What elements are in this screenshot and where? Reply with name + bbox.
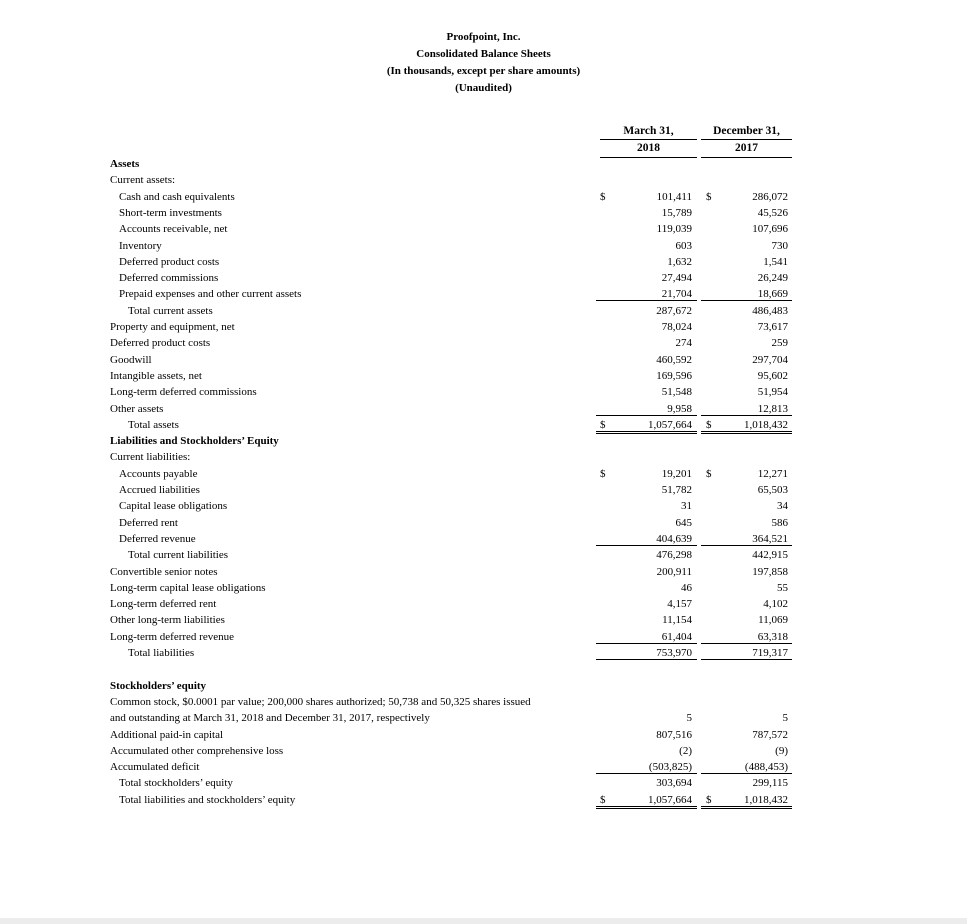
table-row	[0, 515, 967, 531]
row-label: Intangible assets, net	[110, 369, 202, 382]
column-header-march-2018	[600, 124, 697, 158]
value-december-2017: 45,526	[757, 206, 788, 219]
value-march-2018: 11,154	[662, 614, 692, 627]
single-underline	[701, 773, 792, 774]
row-label: Current assets:	[110, 174, 176, 187]
value-march-2018: 15,789	[661, 206, 692, 219]
row-label: Deferred product costs	[119, 255, 220, 268]
row-label: Accrued liabilities	[119, 484, 200, 496]
value-december-2017: 107,696	[752, 223, 788, 236]
value-march-2018: 287,672	[656, 304, 692, 317]
row-label: Other long-term liabilities	[110, 614, 225, 627]
column-header-line2: 2018	[600, 140, 697, 158]
value-march-2018: 274	[675, 337, 692, 350]
row-label: Deferred product costs	[110, 337, 211, 350]
value-march-2018: 200,911	[656, 565, 692, 578]
value-march-2018: 807,516	[656, 728, 692, 741]
value-december-2017: (488,453)	[744, 761, 788, 774]
table-row	[0, 352, 967, 368]
table-row	[0, 596, 967, 612]
table-row	[0, 205, 967, 221]
table-row	[0, 238, 967, 254]
value-december-2017: 299,115	[752, 777, 788, 790]
row-label: Accumulated deficit	[110, 761, 200, 774]
table-row	[0, 629, 967, 645]
single-underline	[596, 415, 697, 416]
value-march-2018: 1,057,664	[648, 793, 692, 806]
value-december-2017: 63,318	[757, 630, 788, 643]
value-march-2018: 78,024	[661, 321, 692, 333]
row-label: Deferred revenue	[119, 532, 196, 545]
currency-symbol: $	[706, 793, 712, 806]
report-header	[0, 29, 967, 97]
column-header-december-2017	[701, 124, 792, 158]
value-march-2018: 51,782	[661, 484, 692, 496]
table-row	[0, 694, 967, 710]
row-label: Convertible senior notes	[110, 565, 218, 578]
table-row	[0, 612, 967, 628]
value-march-2018: 21,704	[661, 288, 692, 301]
row-label: Accounts receivable, net	[119, 223, 228, 236]
value-march-2018: (503,825)	[648, 761, 692, 774]
table-row	[0, 449, 967, 465]
value-december-2017: 442,915	[752, 549, 788, 562]
single-underline	[701, 545, 792, 546]
value-march-2018: 303,694	[656, 777, 692, 790]
value-december-2017: 12,271	[757, 467, 788, 480]
value-december-2017: 55	[777, 581, 788, 594]
row-label: Liabilities and Stockholders’ Equity	[110, 435, 279, 448]
table-row	[0, 661, 967, 677]
row-label: Accounts payable	[119, 467, 198, 480]
value-march-2018: 5	[686, 712, 692, 725]
value-march-2018: 603	[675, 239, 692, 252]
row-label: Goodwill	[110, 353, 152, 366]
value-december-2017: 11,069	[758, 614, 788, 627]
value-december-2017: 787,572	[752, 728, 788, 741]
row-label: Accumulated other comprehensive loss	[110, 744, 284, 757]
column-header-line1: December 31,	[701, 124, 792, 140]
value-march-2018: 9,958	[667, 402, 692, 415]
value-march-2018: 645	[675, 516, 692, 529]
value-march-2018: 753,970	[656, 647, 692, 659]
value-march-2018: 1,057,664	[648, 418, 692, 431]
table-row	[0, 792, 967, 808]
single-underline	[701, 300, 792, 301]
column-header-line2: 2017	[701, 140, 792, 158]
single-underline	[596, 773, 697, 774]
value-december-2017: 486,483	[752, 304, 788, 317]
single-underline	[701, 659, 792, 660]
bottom-scroll-area	[0, 918, 967, 924]
row-label: Other assets	[110, 402, 164, 415]
double-underline	[701, 806, 792, 809]
table-row	[0, 303, 967, 319]
single-underline	[596, 643, 697, 644]
value-march-2018: 101,411	[656, 190, 692, 203]
row-label: Prepaid expenses and other current assets	[119, 288, 302, 301]
table-row	[0, 368, 967, 384]
row-label: and outstanding at March 31, 2018 and December 31, 2017, respectively	[110, 712, 430, 725]
row-label: Cash and cash equivalents	[119, 190, 235, 203]
currency-symbol: $	[600, 793, 606, 806]
table-row	[0, 466, 967, 482]
value-december-2017: 4,102	[763, 598, 788, 611]
table-row	[0, 189, 967, 205]
row-label: Long-term deferred revenue	[110, 630, 234, 643]
row-label: Deferred commissions	[119, 272, 219, 285]
table-row	[0, 335, 967, 351]
value-march-2018: 27,494	[661, 272, 692, 285]
single-underline	[596, 300, 697, 301]
value-march-2018: 1,632	[667, 255, 692, 268]
value-march-2018: 169,596	[656, 369, 692, 382]
table-row	[0, 482, 967, 498]
value-december-2017: 364,521	[752, 532, 788, 545]
table-row	[0, 678, 967, 694]
value-december-2017: 259	[771, 337, 788, 350]
currency-symbol: $	[706, 190, 712, 203]
row-label: Current liabilities:	[110, 451, 191, 464]
value-december-2017: (9)	[775, 744, 788, 757]
table-row	[0, 645, 967, 661]
row-label: Stockholders’ equity	[110, 679, 207, 692]
currency-symbol: $	[600, 467, 606, 480]
value-december-2017: 730	[771, 239, 788, 252]
table-row	[0, 417, 967, 433]
value-december-2017: 95,602	[757, 369, 788, 382]
row-label: Assets	[110, 158, 140, 170]
row-label: Common stock, $0.0001 par value; 200,000 shares authorized; 50,738 and 50,325 shares issued	[110, 695, 531, 708]
value-march-2018: 46	[681, 581, 692, 594]
table-row	[0, 564, 967, 580]
row-label: Long-term deferred commissions	[110, 386, 257, 399]
currency-symbol: $	[600, 190, 606, 203]
table-row	[0, 254, 967, 270]
table-row	[0, 286, 967, 302]
value-december-2017: 1,018,432	[744, 418, 788, 431]
row-label: Property and equipment, net	[110, 321, 235, 333]
table-row	[0, 743, 967, 759]
table-row	[0, 172, 967, 188]
currency-symbol: $	[706, 418, 712, 431]
single-underline	[701, 643, 792, 644]
value-december-2017: 26,249	[757, 272, 788, 285]
row-label: Capital lease obligations	[119, 500, 228, 513]
row-label: Total current assets	[128, 304, 213, 317]
currency-symbol: $	[600, 418, 606, 431]
value-march-2018: 476,298	[656, 549, 692, 562]
table-row	[0, 727, 967, 743]
single-underline	[596, 659, 697, 660]
single-underline	[701, 415, 792, 416]
table-row	[0, 319, 967, 335]
value-december-2017: 73,617	[757, 321, 788, 333]
value-december-2017: 12,813	[757, 402, 788, 415]
table-row	[0, 531, 967, 547]
double-underline	[596, 806, 697, 809]
row-label: Total assets	[128, 418, 179, 431]
table-row	[0, 580, 967, 596]
value-march-2018: 404,639	[656, 532, 692, 545]
value-december-2017: 719,317	[752, 647, 788, 659]
row-label: Total current liabilities	[128, 549, 229, 562]
value-december-2017: 1,018,432	[744, 793, 788, 806]
value-december-2017: 51,954	[757, 386, 788, 399]
table-row	[0, 775, 967, 791]
value-december-2017: 297,704	[752, 353, 788, 366]
value-march-2018: 61,404	[661, 630, 692, 643]
column-header-line1: March 31,	[600, 124, 697, 140]
row-label: Total liabilities and stockholders’ equity	[119, 793, 296, 806]
currency-symbol: $	[706, 467, 712, 480]
value-march-2018: (2)	[679, 744, 692, 757]
row-label: Total stockholders’ equity	[119, 777, 233, 790]
table-row	[0, 401, 967, 417]
table-row	[0, 498, 967, 514]
row-label: Additional paid-in capital	[110, 728, 224, 741]
value-march-2018: 19,201	[661, 467, 692, 480]
report-status: (Unaudited)	[455, 82, 512, 94]
row-label: Long-term deferred rent	[110, 598, 217, 611]
value-december-2017: 5	[782, 712, 788, 725]
value-december-2017: 34	[777, 500, 788, 513]
value-march-2018: 51,548	[661, 386, 692, 399]
row-label: Inventory	[119, 239, 162, 252]
value-march-2018: 119,039	[656, 223, 692, 236]
value-march-2018: 4,157	[667, 598, 692, 611]
row-label: Total liabilities	[128, 647, 195, 659]
report-units: (In thousands, except per share amounts)	[386, 65, 581, 77]
table-row	[0, 710, 967, 726]
value-december-2017: 18,669	[757, 288, 788, 301]
value-december-2017: 65,503	[757, 484, 788, 496]
row-label: Deferred rent	[119, 516, 178, 529]
value-march-2018: 31	[681, 500, 692, 513]
value-march-2018: 460,592	[656, 353, 692, 366]
table-row	[0, 759, 967, 775]
single-underline	[596, 545, 697, 546]
row-label: Short-term investments	[119, 206, 222, 219]
table-row	[0, 270, 967, 286]
value-december-2017: 286,072	[752, 190, 788, 203]
table-row	[0, 433, 967, 449]
table-row	[0, 221, 967, 237]
table-row	[0, 384, 967, 400]
table-row	[0, 156, 967, 172]
value-december-2017: 1,541	[763, 255, 788, 268]
row-label: Long-term capital lease obligations	[110, 581, 266, 594]
table-row	[0, 547, 967, 563]
value-december-2017: 586	[771, 516, 788, 529]
company-name: Proofpoint, Inc.	[446, 31, 521, 43]
report-title: Consolidated Balance Sheets	[416, 48, 551, 60]
value-december-2017: 197,858	[752, 565, 788, 578]
